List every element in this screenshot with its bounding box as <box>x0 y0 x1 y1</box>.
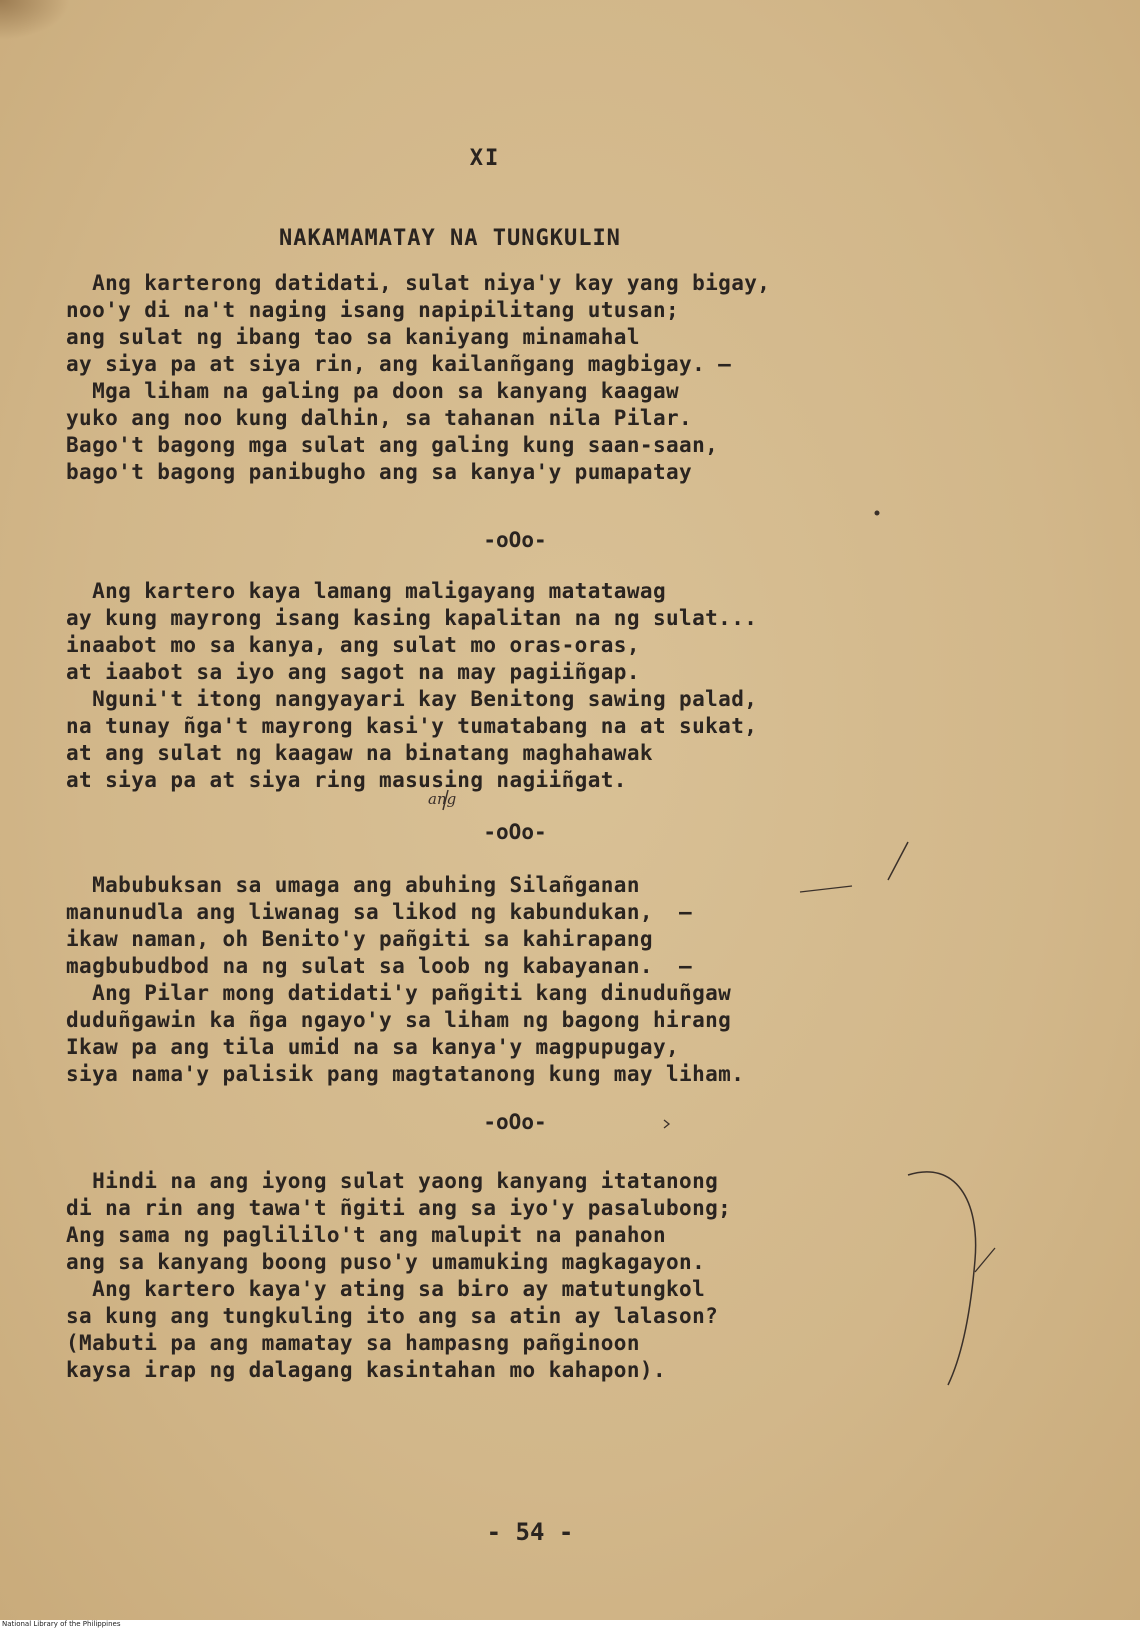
poem-line: duduñgawin ka ñga ngayo'y sa liham ng bagong hirang <box>66 1008 732 1032</box>
poem-line: at iaabot sa iyo ang sagot na may pagiiñgap. <box>66 660 640 684</box>
ink-dot <box>875 511 880 516</box>
stanza-separator: -oOo- <box>483 528 547 552</box>
poem-line: Ikaw pa ang tila umid na sa kanya'y magpupugay, <box>66 1035 680 1059</box>
poem-line: Mga liham na galing pa doon sa kanyang kaagaw <box>66 379 680 403</box>
poem-line: Ang sama ng paglililo't ang malupit na panahon <box>66 1223 666 1247</box>
poem-title: NAKAMAMATAY NA TUNGKULIN <box>279 226 621 251</box>
stanza-separator: -oOo- <box>483 820 547 844</box>
poem-line: Hindi na ang iyong sulat yaong kanyang itatanong <box>66 1169 719 1193</box>
poem-line: kaysa irap ng dalagang kasintahan mo kahapon). <box>66 1358 666 1382</box>
poem-line: na tunay ñga't mayrong kasi'y tumatabang na at sukat, <box>66 714 758 738</box>
handwritten-note: ang <box>428 790 457 808</box>
page-number: - 54 - <box>486 1518 574 1546</box>
poem-line: noo'y di na't naging isang napipilitang utusan; <box>66 298 680 322</box>
poem-line: ang sa kanyang boong puso'y umamuking magkagayon. <box>66 1250 706 1274</box>
poem-line: Nguni't itong nangyayari kay Benitong sawing palad, <box>66 687 758 711</box>
poem-line: ang sulat ng ibang tao sa kaniyang minamahal <box>66 325 640 349</box>
pen-mark-dash <box>800 886 852 892</box>
stanza-separator: -oOo- <box>483 1110 547 1134</box>
poem-line: ay siya pa at siya rin, ang kailanñgang magbigay. — <box>66 352 732 376</box>
poem-line: at siya pa at siya ring masusing nagiiñgat. <box>66 768 627 792</box>
poem-line: magbubudbod na ng sulat sa loob ng kabayanan. — <box>66 954 693 978</box>
poem-line: Ang kartero kaya'y ating sa biro ay matutungkol <box>66 1277 706 1301</box>
poem-line: yuko ang noo kung dalhin, sa tahanan nila Pilar. <box>66 406 693 430</box>
pen-mark-slash <box>443 790 448 810</box>
pen-mark-caret <box>664 1120 669 1128</box>
poem-line: (Mabuti pa ang mamatay sa hampasng pañginoon <box>66 1331 640 1355</box>
pen-mark-slash <box>975 1248 995 1272</box>
poem-line: Ang Pilar mong datidati'y pañgiti kang dinuduñgaw <box>66 981 732 1005</box>
poem-line: sa kung ang tungkuling ito ang sa atin ay lalason? <box>66 1304 719 1328</box>
poem-line: Ang kartero kaya lamang maligayang matatawag <box>66 579 666 603</box>
poem-line: manunudla ang liwanag sa likod ng kabundukan, — <box>66 900 693 924</box>
poem-line: di na rin ang tawa't ñgiti ang sa iyo'y pasalubong; <box>66 1196 732 1220</box>
poem-line: ikaw naman, oh Benito'y pañgiti sa kahirapang <box>66 927 653 951</box>
poem-line: siya nama'y palisik pang magtatanong kung may liham. <box>66 1062 745 1086</box>
pen-mark-slash <box>888 842 908 880</box>
poem-line: Ang karterong datidati, sulat niya'y kay yang bigay, <box>66 271 771 295</box>
poem-line: ay kung mayrong isang kasing kapalitan na ng sulat... <box>66 606 758 630</box>
pen-mark-curve <box>908 1172 976 1385</box>
poem-line: inaabot mo sa kanya, ang sulat mo oras-oras, <box>66 633 640 657</box>
poem-line: Mabubuksan sa umaga ang abuhing Silañganan <box>66 873 640 897</box>
library-footer: National Library of the Philippines <box>2 1620 121 1628</box>
chapter-number: XI <box>469 146 501 171</box>
poem-line: at ang sulat ng kaagaw na binatang maghahawak <box>66 741 653 765</box>
poem-line: Bago't bagong mga sulat ang galing kung saan-saan, <box>66 433 719 457</box>
poem-line: bago't bagong panibugho ang sa kanya'y pumapatay <box>66 460 693 484</box>
